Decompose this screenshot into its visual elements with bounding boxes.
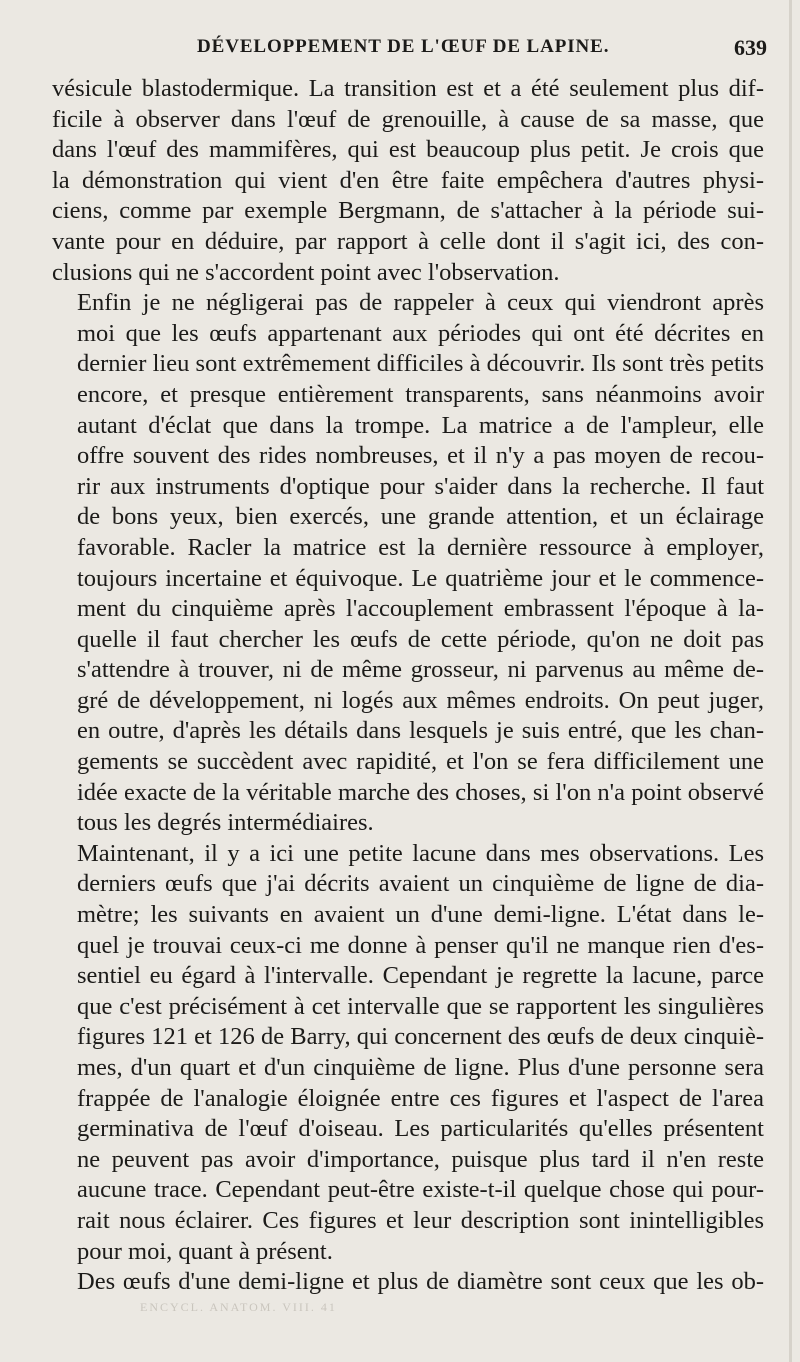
text-line: quel je trouvai ceux-ci me donne à penser qu'il ne manque rien d'es- bbox=[77, 931, 764, 959]
text-line: aucune trace. Cependant peut-être existe-t-il quelque chose qui pour- bbox=[77, 1176, 764, 1204]
text-line: ment du cinquième après l'accouplement embrassent l'époque à la- bbox=[77, 595, 764, 623]
text-line: tous les degrés intermédiaires. bbox=[77, 809, 374, 837]
text-line: ficile à observer dans l'œuf de grenouille, à cause de sa masse, que bbox=[52, 105, 764, 133]
paragraph bbox=[52, 74, 764, 288]
text-line: toujours incertaine et équivoque. Le quatrième jour et le commence- bbox=[77, 564, 764, 592]
text-line: mètre; les suivants en avaient un d'une demi-ligne. L'état dans le- bbox=[77, 901, 764, 929]
text-line: de bons yeux, bien exercés, une grande attention, et un éclairage bbox=[77, 503, 764, 531]
text-line: offre souvent des rides nombreuses, et il n'y a pas moyen de recou- bbox=[77, 442, 764, 470]
text-line: autant d'éclat que dans la trompe. La matrice a de l'ampleur, elle bbox=[77, 411, 764, 439]
paragraph bbox=[52, 288, 764, 839]
text-line: moi que les œufs appartenant aux périodes qui ont été décrites en bbox=[77, 319, 764, 347]
text-line: vante pour en déduire, par rapport à celle dont il s'agit ici, des con- bbox=[52, 227, 764, 255]
text-line: rir aux instruments d'optique pour s'aider dans la recherche. Il faut bbox=[77, 472, 764, 500]
text-line: figures 121 et 126 de Barry, qui concernent des œufs de deux cinquiè- bbox=[77, 1023, 764, 1051]
text-line: clusions qui ne s'accordent point avec l'observation. bbox=[52, 258, 560, 286]
text-line: Enfin je ne négligerai pas de rappeler à ceux qui viendront après bbox=[77, 289, 764, 317]
text-line: gré de développement, ni logés aux mêmes endroits. On peut juger, bbox=[77, 686, 764, 714]
text-line: sentiel eu égard à l'intervalle. Cependant je regrette la lacune, parce bbox=[77, 962, 764, 990]
text-line: favorable. Racler la matrice est la dernière ressource à employer, bbox=[77, 533, 764, 561]
text-line: Des œufs d'une demi-ligne et plus de diamètre sont ceux que les ob- bbox=[77, 1268, 764, 1296]
page-number: 639 bbox=[734, 35, 767, 60]
text-line: ne peuvent pas avoir d'importance, puisque plus tard il n'en reste bbox=[77, 1145, 764, 1173]
running-title: DÉVELOPPEMENT DE L'ŒUF DE LAPINE. bbox=[197, 36, 610, 57]
page-edge bbox=[789, 0, 792, 1362]
text-line: mes, d'un quart et d'un cinquième de ligne. Plus d'une personne sera bbox=[77, 1054, 764, 1081]
text-line: idée exacte de la véritable marche des choses, si l'on n'a point observé bbox=[77, 778, 764, 806]
page-header bbox=[52, 36, 767, 68]
text-line: rait nous éclairer. Ces figures et leur description sont inintelligibles bbox=[77, 1206, 764, 1234]
text-line: dans l'œuf des mammifères, qui est beaucoup plus petit. Je crois que bbox=[52, 136, 764, 164]
text-line: quelle il faut chercher les œufs de cette période, qu'on ne doit pas bbox=[77, 625, 764, 653]
paragraph bbox=[52, 1267, 764, 1298]
body-text bbox=[52, 74, 764, 1298]
text-line: germinativa de l'œuf d'oiseau. Les particularités qu'elles présentent bbox=[77, 1115, 764, 1143]
text-line: en outre, d'après les détails dans lesquels je suis entré, que les chan- bbox=[77, 717, 764, 745]
text-line: la démonstration qui vient d'en être faite empêchera d'autres physi- bbox=[52, 166, 764, 194]
text-line: derniers œufs que j'ai décrits avaient un cinquième de ligne de dia- bbox=[77, 870, 764, 898]
text-line: pour moi, quant à présent. bbox=[77, 1237, 333, 1265]
text-line: gements se succèdent avec rapidité, et l'on se fera difficilement une bbox=[77, 748, 764, 776]
text-line: encore, et presque entièrement transparents, sans néanmoins avoir bbox=[77, 380, 764, 408]
text-line: ciens, comme par exemple Bergmann, de s'attacher à la période sui- bbox=[52, 197, 764, 225]
text-line: s'attendre à trouver, ni de même grosseur, ni parvenus au même de- bbox=[77, 656, 764, 684]
printer-signature: ENCYCL. ANATOM. VIII. 41 bbox=[140, 1300, 337, 1314]
text-line: Maintenant, il y a ici une petite lacune dans mes observations. Les bbox=[77, 839, 764, 867]
paragraph bbox=[52, 839, 764, 1267]
text-line: dernier lieu sont extrêmement difficiles à découvrir. Ils sont très petits bbox=[77, 350, 764, 378]
text-line: que c'est précisément à cet intervalle que se rapportent les singulières bbox=[77, 992, 764, 1020]
text-line: vésicule blastodermique. La transition est et a été seulement plus dif- bbox=[52, 75, 764, 102]
text-line: frappée de l'analogie éloignée entre ces figures et l'aspect de l'area bbox=[77, 1084, 764, 1112]
